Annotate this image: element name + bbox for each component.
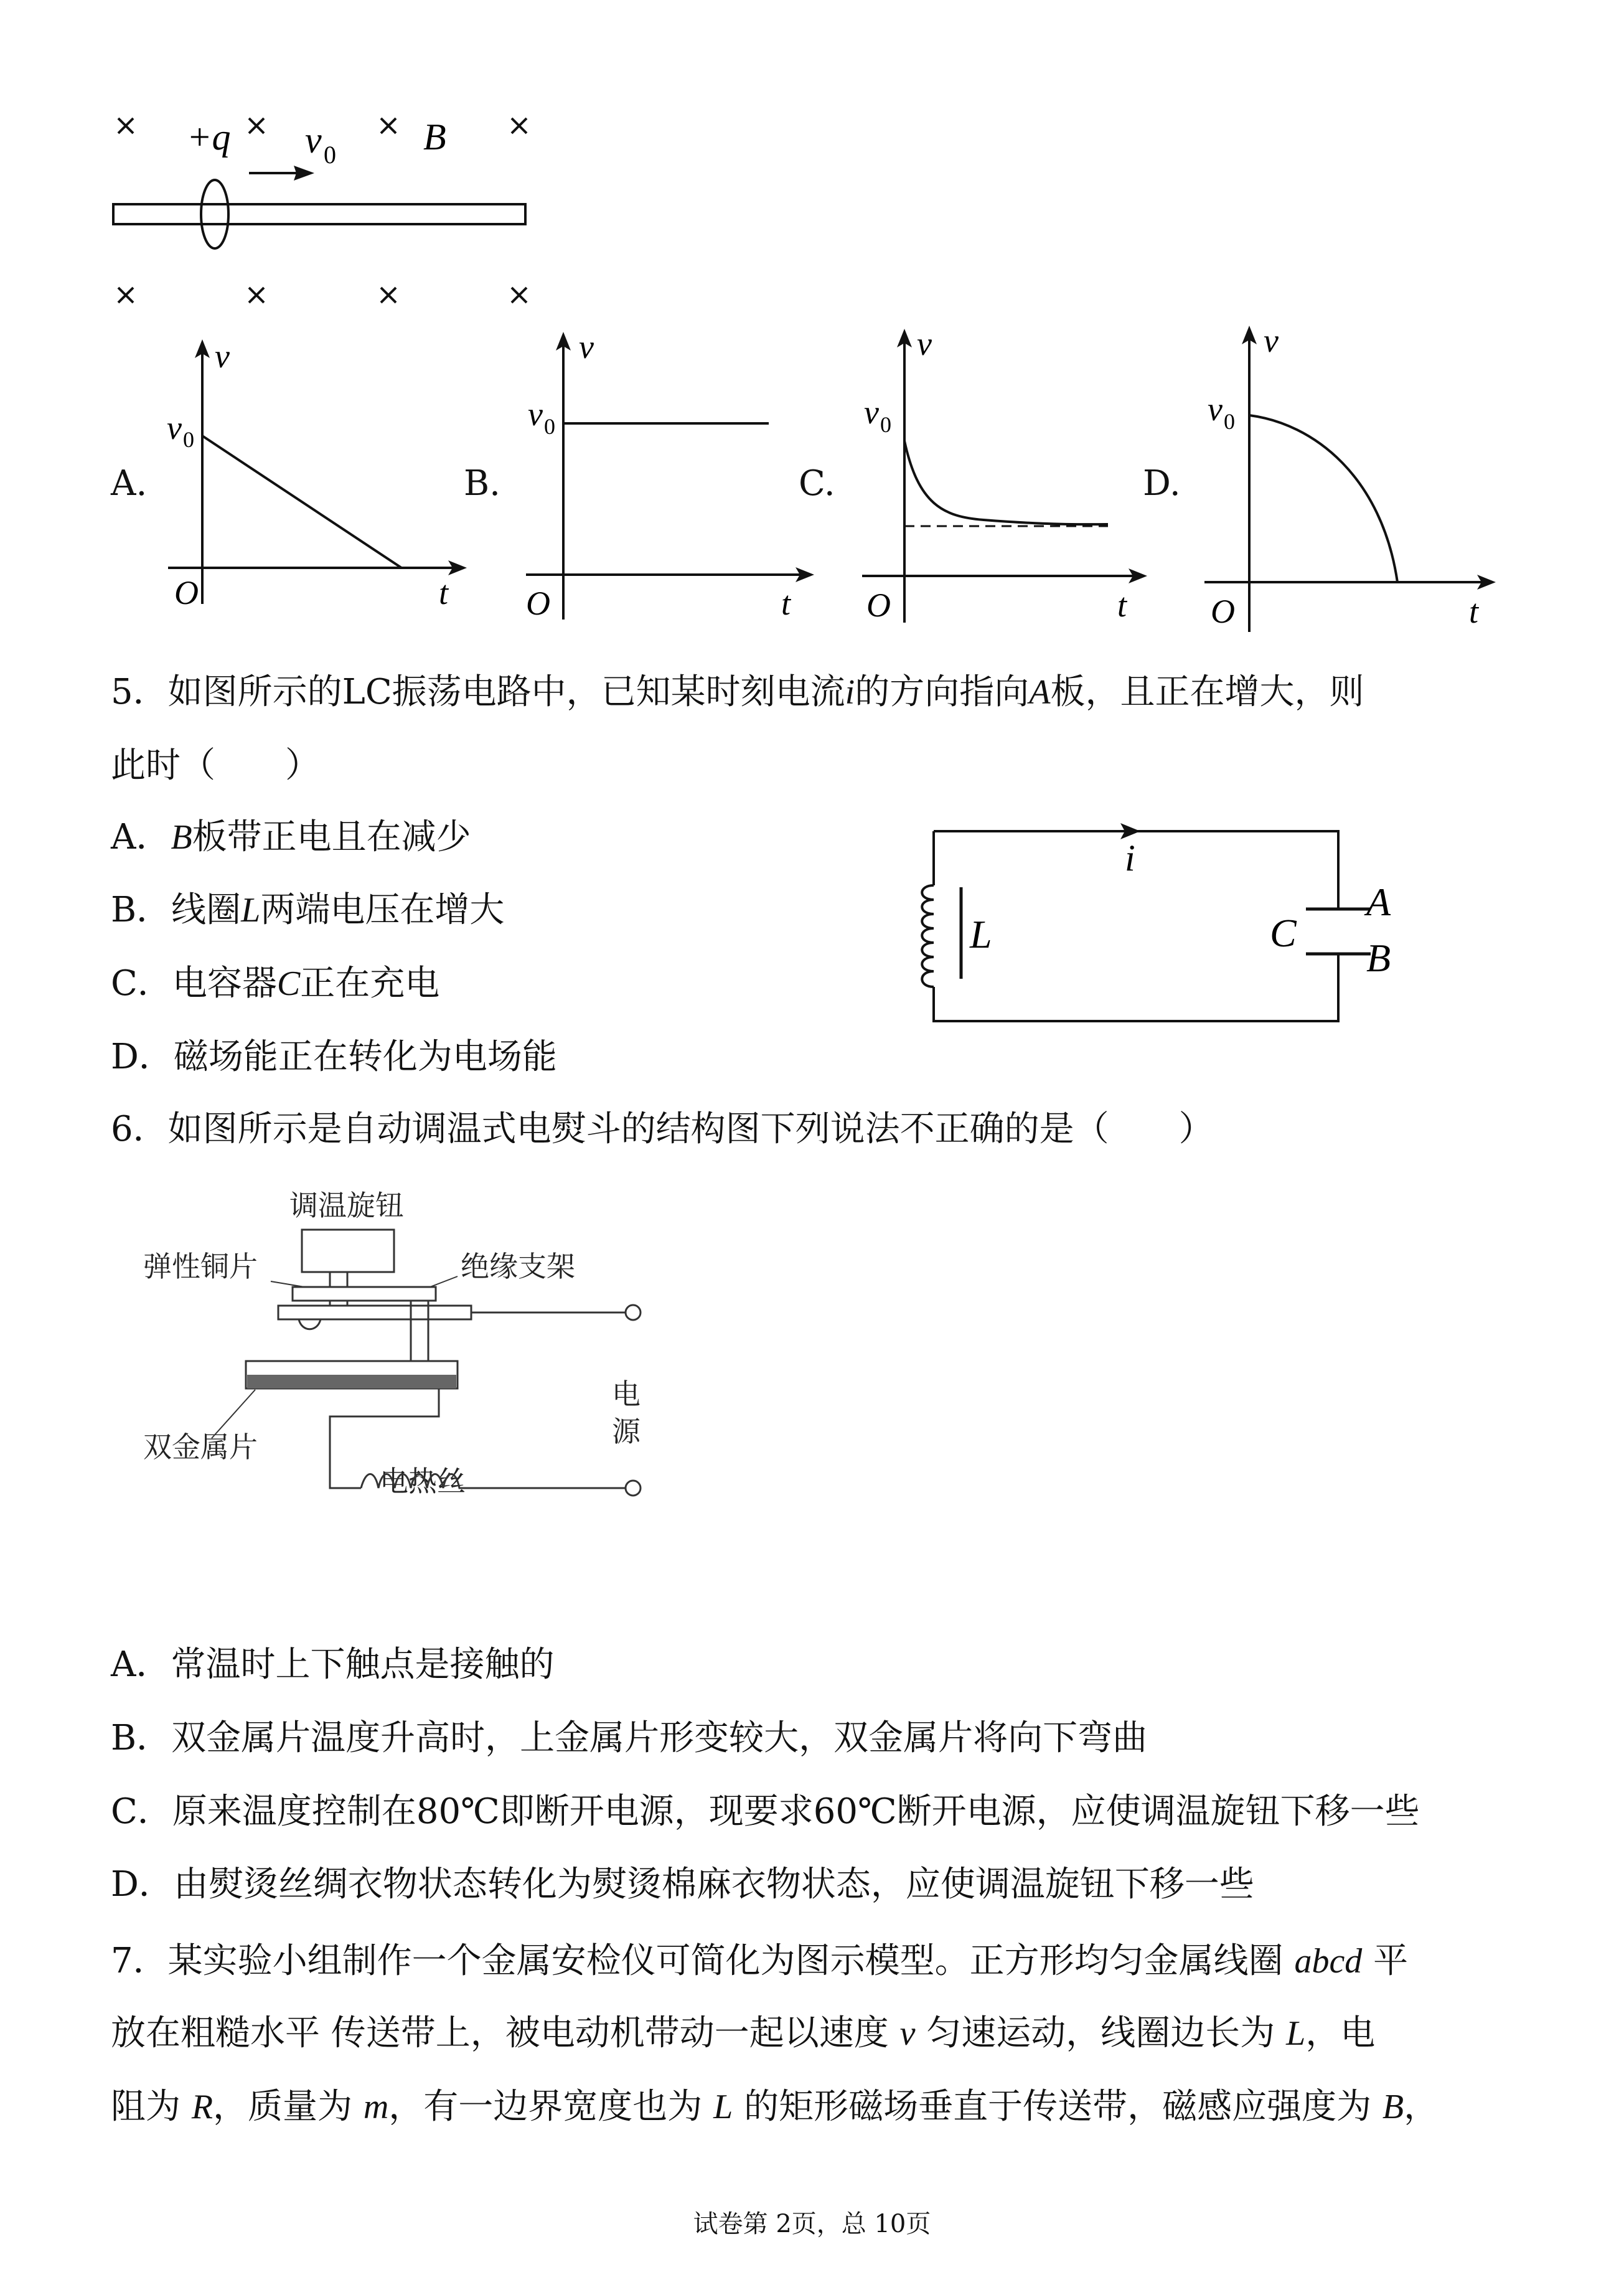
svg-text:v: v <box>917 325 932 362</box>
svg-text:v: v <box>1208 390 1223 428</box>
velocity-label: v <box>305 120 322 161</box>
svg-text:v: v <box>215 337 230 375</box>
svg-text:v: v <box>167 409 182 446</box>
power-terminal-bottom <box>626 1481 641 1496</box>
svg-text:0: 0 <box>880 412 891 437</box>
svg-text:0: 0 <box>544 414 555 439</box>
insulating-rod <box>113 204 525 224</box>
inductor-coil <box>922 885 934 987</box>
svg-text:t: t <box>1117 587 1127 624</box>
svg-text:O: O <box>526 585 550 622</box>
graph-a <box>156 336 479 616</box>
graph-d <box>1195 321 1506 638</box>
svg-text:v: v <box>528 395 543 433</box>
q5-option-b: B．线圈L两端电压在增大 <box>111 890 505 930</box>
svg-text:O: O <box>866 587 891 624</box>
svg-text:绝缘支架: 绝缘支架 <box>461 1250 575 1283</box>
q7-line1: 7．某实验小组制作一个金属安检仪可简化为图示模型。正方形均匀金属线圈 abcd 平 <box>111 1941 1409 1981</box>
graph-c <box>853 324 1164 629</box>
q7-line3: 阻为 R，质量为 m，有一边界宽度也为 L 的矩形磁场垂直于传送带，磁感应强度为 B， <box>111 2086 1439 2127</box>
svg-text:弹性铜片: 弹性铜片 <box>143 1250 258 1283</box>
option-a-label: A. <box>111 463 148 504</box>
field-label: B <box>423 116 446 158</box>
svg-text:O: O <box>174 574 199 611</box>
svg-text:C: C <box>1270 911 1297 955</box>
page-footer: 试卷第 2页，总 10页 <box>693 2210 931 2238</box>
knob <box>302 1230 394 1272</box>
svg-text:t: t <box>1469 593 1479 630</box>
svg-text:v: v <box>864 393 879 431</box>
option-d-label: D. <box>1143 463 1181 504</box>
insulating-bracket <box>293 1287 436 1301</box>
q5-stem-line1: 5．如图所示的LC振荡电路中，已知某时刻电流i的方向指向A板，且正在增大，则 <box>111 672 1364 712</box>
q6-option-c: C．原来温度控制在80℃即断开电源，现要求60℃断开电源，应使调温旋钮下移一些 <box>111 1791 1420 1832</box>
svg-text:电: 电 <box>612 1377 641 1411</box>
iron-structure-diagram <box>131 1177 691 1544</box>
svg-text:0: 0 <box>324 141 336 169</box>
svg-text:i: i <box>1125 837 1135 879</box>
svg-text:0: 0 <box>1224 409 1235 434</box>
svg-text:L: L <box>970 912 992 956</box>
charge-label: +q <box>187 116 231 158</box>
svg-text:O: O <box>1211 593 1235 630</box>
q6-option-b: B．双金属片温度升高时，上金属片形变较大，双金属片将向下弯曲 <box>111 1718 1148 1758</box>
svg-text:v: v <box>579 328 594 365</box>
q5-option-a: A．B板带正电且在减少 <box>111 817 471 857</box>
svg-text:调温旋钮: 调温旋钮 <box>289 1189 404 1222</box>
q6-stem: 6．如图所示是自动调温式电熨斗的结构图下列说法不正确的是（ ） <box>111 1109 1214 1149</box>
svg-text:t: t <box>439 574 449 611</box>
q6-option-d: D．由熨烫丝绸衣物状态转化为熨烫棉麻衣物状态，应使调温旋钮下移一些 <box>111 1864 1254 1905</box>
svg-text:电热丝: 电热丝 <box>380 1464 466 1498</box>
fig4-field-diagram <box>93 93 560 330</box>
svg-text:v: v <box>1264 322 1279 359</box>
q5-stem-line2: 此时（ ） <box>111 745 320 786</box>
svg-text:源: 源 <box>612 1415 641 1448</box>
svg-text:B: B <box>1366 936 1391 980</box>
q6-option-a: A．常温时上下触点是接触的 <box>111 1644 555 1685</box>
q5-option-d: D．磁场能正在转化为电场能 <box>111 1037 557 1077</box>
option-b-label: B. <box>464 463 500 504</box>
power-terminal-top <box>626 1305 641 1320</box>
graph-b <box>517 327 828 626</box>
svg-text:A: A <box>1366 880 1391 924</box>
svg-text:0: 0 <box>183 427 194 452</box>
q5-option-c: C．电容器C正在充电 <box>111 963 440 1004</box>
q7-line2: 放在粗糙水平 传送带上，被电动机带动一起以速度 v 匀速运动，线圈边长为 L，电 <box>111 2013 1376 2053</box>
svg-text:t: t <box>781 585 791 622</box>
lc-circuit-diagram <box>903 816 1425 1052</box>
option-c-label: C. <box>799 463 835 504</box>
svg-text:双金属片: 双金属片 <box>143 1430 258 1464</box>
